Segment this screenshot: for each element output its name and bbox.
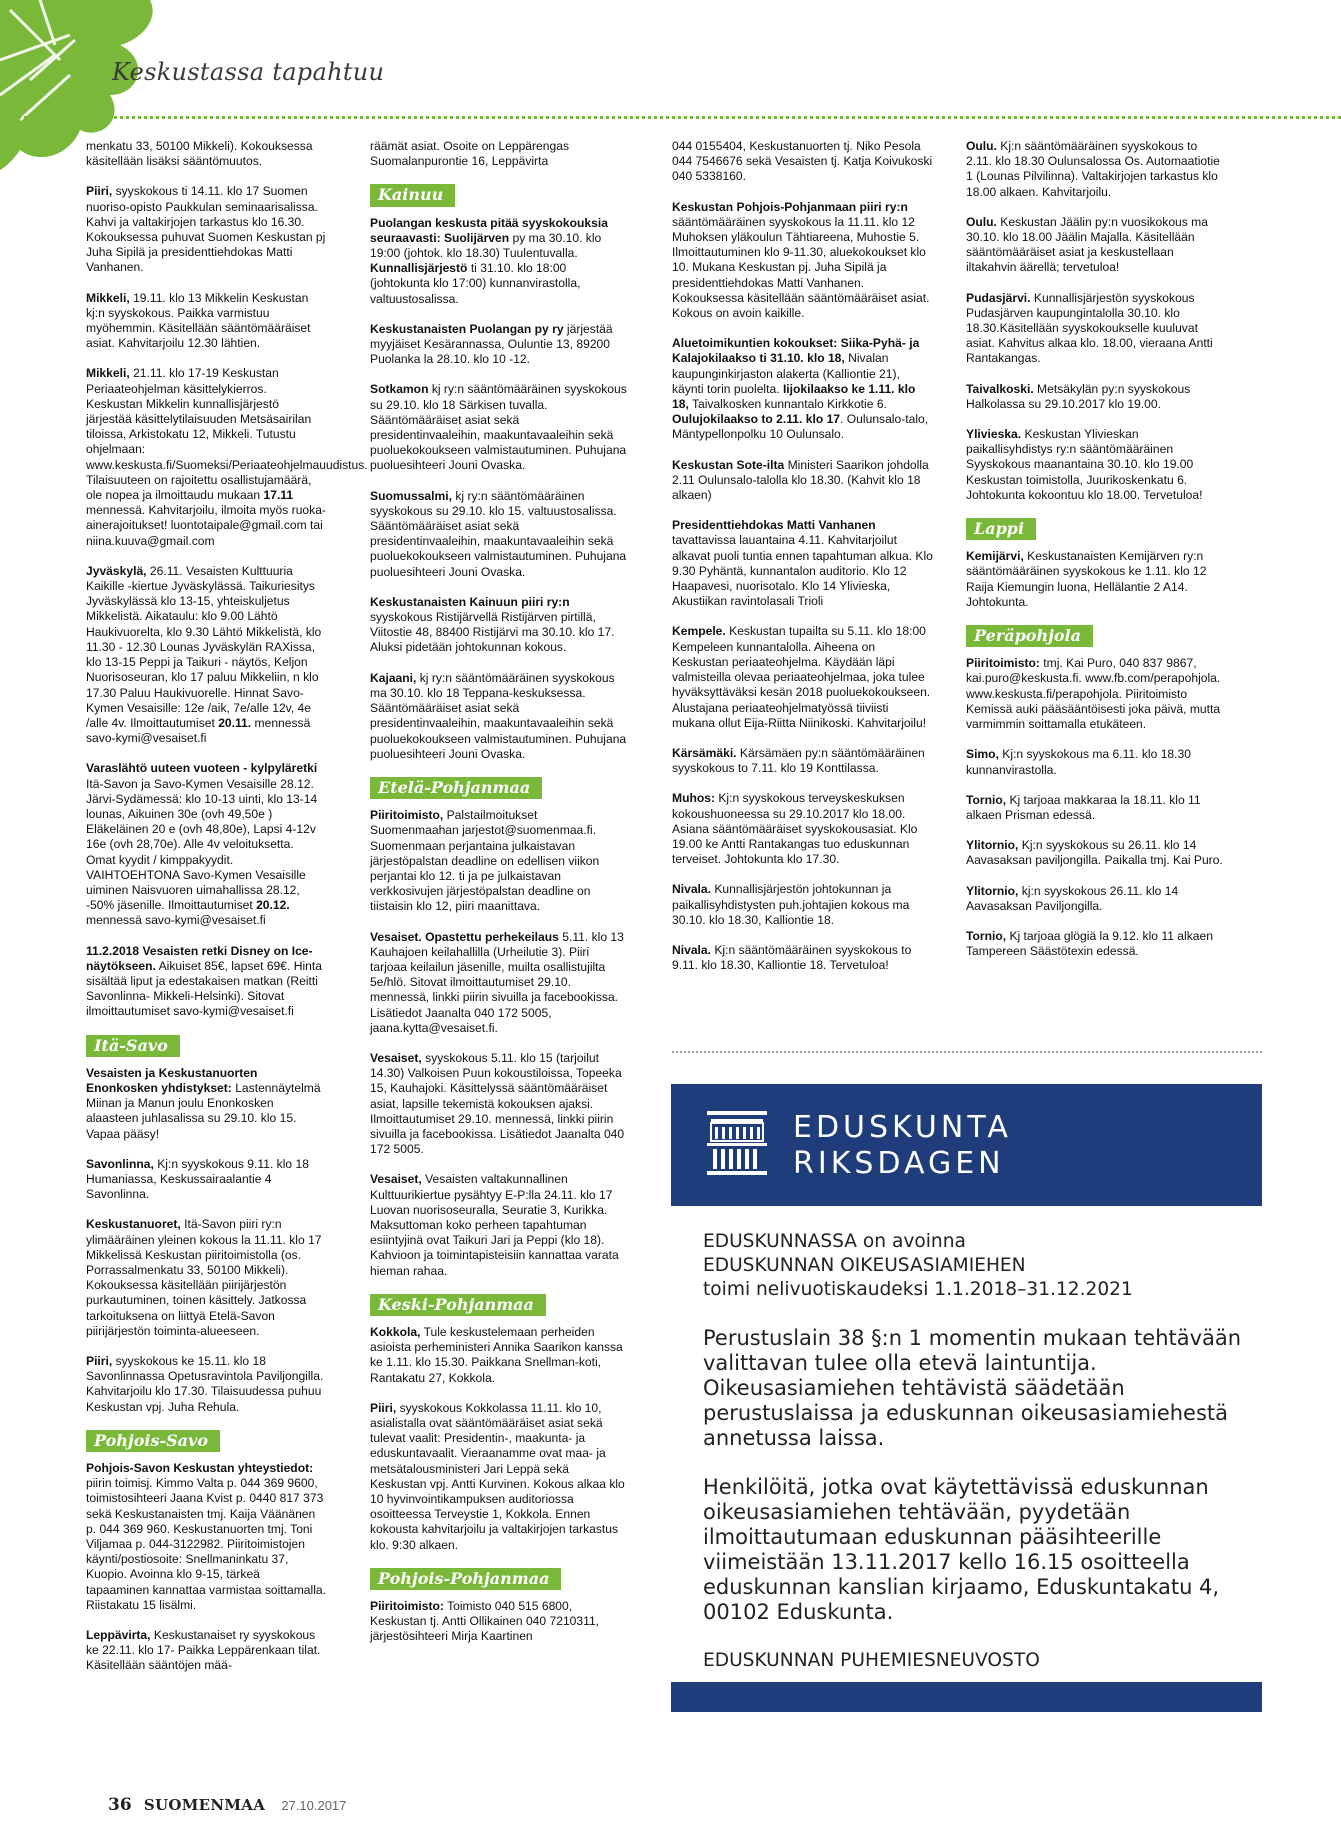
announcement: Sotkamon kj ry:n sääntömääräinen syyskokous su 29.10. klo 18 Särkisen tuvalla. Sääntömääräiset asiat sekä presidentinvaaleihin, maakuntavaaleihin sekä puoluekokoukseen valmistautuminen. Puhujana puoluesihteeri Jouni Ovaska. [370, 382, 627, 473]
ad-intro: EDUSKUNNASSA on avoinna EDUSKUNNAN OIKEUSASIAMIEHEN toimi nelivuotiskaudeksi 1.1.2018–31.12.2021 [703, 1231, 1133, 1300]
announcement: Leppävirta, Keskustanaiset ry syyskokous ke 22.11. klo 17- Paikka Leppärenkaan tilat. Käsitellään sääntöjen mää- [86, 1628, 321, 1673]
announcement: Kokkola, Tule keskustelemaan perheiden asioista perheministeri Annika Saarikon kanssa ke 1.11. klo 15.30. Paikkana Snellman-koti, Rantakatu 27, Kokkola. [370, 1325, 623, 1385]
announcement: Ylivieska. Keskustan Ylivieskan paikallisyhdistys ry:n sääntömääräinen Syyskokous maanantaina 30.10. klo 19.00 Keskustan toimistolla, Juurikoskenkatu 6. Johtokunta kokoontuu klo 18.00. Tervetuloa! [966, 427, 1203, 502]
ad-signature: EDUSKUNNAN PUHEMIESNEUVOSTO [703, 1650, 1040, 1671]
region-heading: Pohjois-Pohjanmaa [370, 1568, 561, 1590]
announcement: Nivala. Kj:n sääntömääräinen syyskokous to 9.11. klo 18.30, Kalliontie 18. Tervetuloa! [672, 942, 912, 973]
announcement: 11.2.2018 Vesaisten retki Disney on Ice- näytökseen. Aikuiset 85€, lapset 69€. Hinta sisältää liput ja edestakaisen matkan (Reitti Savonlinna- Mikkeli-Helsinki). Sitovat ilmoittautumiset savo-kymi@vesaiset.fi [86, 943, 322, 1019]
announcement: Piiri, syyskokous Kokkolassa 11.11. klo 10, asialistalla ovat sääntömääräiset asiat sekä tulevat vaalit: Presidentin-, maakunta- ja eduskuntavaalit. Vieraanamme ovat maa- ja metsätalousministeri Jari Leppä sekä Keskustan vpj. Antti Kurvinen. Kokous alkaa klo 10 hyvinvointikampuksen auditoriossa osoitteessa Terveystie 1, Kokkola. Ennen kokousta kahvitarjoilu ja valtakirjojen tarkastus klo. 9:30 alkaen. [370, 1400, 625, 1552]
ad-body-text [703, 1230, 1263, 1697]
eduskunta-logo-text: EDUSKUNTA RIKSDAGEN [793, 1110, 1012, 1181]
announcement: Aluetoimikuntien kokoukset: Siika-Pyhä- ja Kalajokilaakso ti 31.10. klo 18, Nivalan kaupunginkirjaston alakerta (Kalliontie 21), käynti torin puolelta. Iijokilaakso ke 1.11. klo 18, Taivalkosken kunnantalo Kirkkotie 6. Oulujokilaakso to 2.11. klo 17. Oulunsalo-talo, Mäntypellonpolku 10 Oulunsalo. [672, 336, 929, 442]
announcement: Muhos: Kj:n syyskokous terveyskeskuksen kokoushuoneessa su 29.10.2017 klo 18.00. Asiana sääntömääräiset syyskokousasiat. Klo 19.00 ke Antti Rantakangas tuo eduskunnan terveiset. Johtokunta klo 17.30. [672, 791, 918, 867]
announcement: 044 0155404, Keskustanuorten tj. Niko Pesola 044 7546676 sekä Vesaisten tj. Katja Koivukoski 040 5338160. [672, 139, 933, 184]
announcement: Taivalkoski. Metsäkylän py:n syyskokous Halkolassa su 29.10.2017 klo 19.00. [966, 381, 1191, 411]
column-2 [370, 139, 628, 1660]
region-heading: Pohjois-Savo [86, 1430, 220, 1452]
magazine-name: SUOMENMAA [143, 1796, 266, 1814]
announcement: räämät asiat. Osoite on Leppärengas Suomalanpurontie 16, Leppävirta [370, 139, 569, 169]
announcement: Oulu. Keskustan Jäälin py:n vuosikokous ma 30.10. klo 18.00 Jäälin Majalla. Käsitellään sääntömääräiset asiat ja keskustellaan iltakahvin äärellä; tervetuloa! [966, 214, 1208, 275]
ad-separator [672, 1051, 1262, 1053]
announcement: Piiritoimisto: tmj. Kai Puro, 040 837 9867, kai.puro@keskusta.fi. www.fb.com/perapohjola. www.keskusta.fi/perapohjola. Piiritoimisto Kemissä auki pääsääntöisesti joka päivä, mutta varmimmin soittamalla etukäteen. [966, 656, 1221, 732]
announcement: Keskustan Pohjois-Pohjanmaan piiri ry:n sääntömääräinen syyskokous la 11.11. klo 12 Muhoksen yläkoulun Tähtiareena, Muhostie 5. Ilmoittautuminen klo 9-11.30, aluekokoukset klo 10. Mukana Keskustan pj. Juha Sipilä ja presidenttiehdokas Matti Vanhanen. Kokouksessa käsitellään sääntömääräiset asiat. Kokous on avoin kaikille. [672, 199, 930, 321]
announcement: Piiri, syyskokous ke 15.11. klo 18 Savonlinnassa Opetusravintola Paviljongilla. Kahvitarjoilu klo 17.30. Tilaisuudessa puhuu Keskustan vpj. Juha Rehula. [86, 1354, 324, 1414]
announcement: Keskustan Sote-ilta Ministeri Saarikon johdolla 2.11 Oulunsalo-talolla klo 18.30. (Kahvit klo 18 alkaen) [672, 457, 929, 503]
section-header-title: Keskustassa tapahtuu [112, 58, 385, 86]
announcement: Jyväskylä, 26.11. Vesaisten Kulttuuria Kaikille -kiertue Jyväskylässä. Taikuriesitys Jyväskylässä klo 13-15, yhteiskuljetus Mikkelistä. Aikataulu: klo 9.00 Lähtö Haukivuorelta, klo 9.30 Lähtö Mikkelistä, klo 11.30 - 12.30 Lounas Jyväskylän RAXissa, klo 13-15 Peppi ja Taikuri - näytös, Keljon Nuorisoseuran, klo 17 paluu Mikkeliin, n klo 17.30 Paluu Haukivuorelle. Hinnat Savo-Kymen Vesaisille: 12e /aik, 7e/alle 12v, 4e /alle 4v. Ilmoittautumiset 20.11. mennessä savo-kymi@vesaiset.fi [86, 563, 322, 746]
announcement: Vesaiset, Vesaisten valtakunnallinen Kulttuurikiertue pysähtyy E-P:lla 24.11. klo 17 Luovan nuorisoseuralla, Seuratie 3, Kurikka. Maksuttoman koko perheen tapahtuman esiintyjinä ovat Taikuri Jari ja Peppi (klo 18). Kahvioon ja toimintapisteisiin kannattaa varata hieman rahaa. [370, 1172, 619, 1278]
eduskunta-banner [671, 1084, 1262, 1206]
announcement: Keskustanaisten Puolangan py ry järjestää myyjäiset Kesärannassa, Ouluntie 13, 89200 Puolanka la 28.10. klo 10 -12. [370, 321, 613, 367]
ad-paragraph: Henkilöitä, jotka ovat käytettävissä eduskunnan oikeusasiamiehen tehtävään, pyydetään ilmoittautumaan eduskunnan pääsihteerille viimeistään 13.11.2017 kello 16.15 osoitteella eduskunnan kanslian kirjaamo, Eduskuntakatu 4, 00102 Eduskunta. [703, 1475, 1220, 1624]
announcement: Vesaisten ja Keskustanuorten Enonkosken yhdistykset: Lastennäytelmä Miinan ja Manun joulu Enonkosken alaasteen juhlasalissa su 29.10. klo 15. Vapaa pääsy! [86, 1065, 321, 1141]
announcement: Vesaiset. Opastettu perhekeilaus 5.11. klo 13 Kauhajoen keilahallilla (Urheilutie 3). Piiri tarjoaa keilailun jäsenille, muilta osallistujilta 5e/hlö. Sitovat ilmoittautumiset 29.10. mennessä, linkki piirin sivuilla ja facebookissa. Lisätiedot Jaanalta 040 172 5005, jaana.kytta@vesaiset.fi. [370, 929, 624, 1035]
announcement: menkatu 33, 50100 Mikkeli). Kokouksessa käsitellään lisäksi sääntömuutos. [86, 139, 313, 169]
announcement: Ylitornio, kj:n syyskokous 26.11. klo 14 Aavasaksan Paviljongilla. [966, 883, 1179, 913]
region-heading: Kainuu [370, 184, 455, 206]
region-heading: Lappi [966, 518, 1036, 540]
announcement: Suomussalmi, kj ry:n sääntömääräinen syyskokous su 29.10. klo 15. valtuustosalissa. Sääntömääräiset asiat sekä presidentinvaaleihin, maakuntavaaleihin sekä puoluekokoukseen valmistautuminen. Puhujana puoluesihteeri Jouni Ovaska. [370, 488, 627, 579]
column-3 [672, 139, 934, 988]
announcement: Vesaiset, syyskokous 5.11. klo 15 (tarjoilut 14.30) Valkoisen Puun kokoustiloissa, Topeeka 15, Kauhajoki. Käsittelyssä sääntömääräiset asiat, lapsille tekemistä kokouksen ajaksi. Ilmoittautumiset 29.10. mennessä, linkki piirin sivuilla ja facebookissa. Lisätiedot Jaanalta 040 172 5005. [370, 1050, 625, 1157]
announcement: Kemijärvi, Keskustanaisten Kemijärven ry:n sääntömääräinen syyskokous ke 1.11. klo 12 Raija Kiemungin luona, Hellälantie 2 A14. Johtokunta. [966, 549, 1207, 609]
announcement: Keskustanuoret, Itä-Savon piiri ry:n ylimääräinen yleinen kokous la 11.11. klo 17 Mikkelissä Keskustan piiritoimistolla (os. Porrassalmenkatu 33, 50100 Mikkeli). Kokouksessa käsitellään piirijärjestön purkautuminen, toinen käsittely. Jatkossa tarkoituksena on liittyä Etelä-Savon piirijärjestön toiminta-alueeseen. [86, 1217, 322, 1338]
region-heading: Etelä-Pohjanmaa [370, 777, 542, 799]
announcement: Tornio, Kj tarjoaa glögiä la 9.12. klo 11 alkaen Tampereen Säästötexin edessä. [966, 928, 1213, 959]
announcement: Keskustanaisten Kainuun piiri ry:n syyskokous Ristijärvellä Ristijärven pirtillä, Viitostie 48, 88400 Ristijärvi ma 30.10. klo 17. Aluksi pidetään johtokunnan kokous. [370, 594, 615, 655]
page-footer [108, 1795, 346, 1815]
announcement: Piiri, syyskokous ti 14.11. klo 17 Suomen nuoriso-opisto Paukkulan seminaarisalissa. Kahvi ja valtakirjojen tarkastus klo 16.30. Kokouksessa puhuvat Suomen Keskustan pj Juha Sipilä ja presidenttiehdokas Matti Vanhanen. [86, 184, 326, 275]
announcement: Kajaani, kj ry:n sääntömääräinen syyskokous ma 30.10. klo 18 Teppana-keskuksessa. Sääntömääräiset asiat sekä presidentinvaaleihin, maakuntavaaleihin sekä puoluekokoukseen valmistautuminen. Puhujana puoluesihteeri Jouni Ovaska. [370, 670, 627, 761]
region-heading: Peräpohjola [966, 625, 1093, 647]
announcement: Pudasjärvi. Kunnallisjärjestön syyskokous Pudasjärven kaupungintalolla 30.10. klo 18.30.Käsitellään syyskokoukselle kuuluvat asiat. Kahvitus alkaa klo. 18.00, vieraana Antti Rantakangas. [966, 290, 1213, 366]
region-heading: Itä-Savo [86, 1035, 180, 1057]
announcement: Varaslähtö uuteen vuoteen - kylpyläretki Itä-Savon ja Savo-Kymen Vesaisille 28.12. Järvi-Sydämessä: klo 10-13 uinti, klo 13-14 lounas, Aikuinen 30e (ovh 49,50e ) Eläkeläinen 20 e (ovh 48,80e), Lapsi 4-12v 16e (ovh 28,70e). Alle 4v veloituksetta. Omat kyydit / kimppakyydit. VAIHTOEHTONA Savo-Kymen Vesaisille uiminen Naisvuoren uimahallissa 28.12, -50% jäsenille. Ilmoittautumiset 20.12. mennessä savo-kymi@vesaiset.fi [86, 761, 318, 928]
announcement: Pohjois-Savon Keskustan yhteystiedot: piirin toimisj. Kimmo Valta p. 044 369 9600, toimistosihteeri Jaana Kvist p. 0440 817 373 sekä Keskustanaisten tmj. Kaija Väänänen p. 044 369 960. Keskustanuorten tmj. Toni Viljamaa p. 044-3122982. Piiritoimistojen käynti/postiosoite: Snellmaninkatu 37, Kuopio. Avoinna klo 9-15, tärkeä tapaaminen kannattaa varmistaa soittamalla. Riistakatu 15 lisälmi. [86, 1461, 326, 1612]
parliament-building-icon [707, 1111, 767, 1175]
announcement: Mikkeli, 21.11. klo 17-19 Keskustan Periaateohjelman käsittelykierros. Keskustan Mikkelin kunnallisjärjestö järjestää käsittelytilaisuuden Metsäsairilan tiloissa, Arkistokatu 12, Mikkeli. Tutustu ohjelmaan: www.keskusta.fi/Suomeksi/Periaateohjelmauudistus. Tilaisuuteen on rajoitettu osallistujamäärä, ole nopea ja ilmoittaudu mukaan 17.11 mennessä. Kahvitarjoilu, ilmoita myös ruoka-ainerajoitukset! luontotaipale@gmail.com tai niina.kuuva@gmail.com [86, 366, 368, 548]
announcement: Presidenttiehdokas Matti Vanhanen tavattavissa lauantaina 4.11. Kahvitarjoilut alkavat puoli tuntia ennen tapahtuman alkua. Klo 9.30 Pyhäntä, kunnantalon auditorio. Klo 12 Haapavesi, nuorisotalo. Klo 14 Ylivieska, Akustiikan ravintolasali Trioli [672, 518, 933, 609]
ad-paragraph: Perustuslain 38 §:n 1 momentin mukaan tehtävään valittavan tulee olla etevä laintuntija. Oikeusasiamiehen tehtävistä säädetään perustuslaissa ja eduskunnan oikeusasiamiehestä annetussa laissa. [703, 1326, 1242, 1450]
region-heading: Keski-Pohjanmaa [370, 1294, 546, 1316]
announcement: Piiritoimisto, Palstailmoitukset Suomenmaahan jarjestot@suomenmaa.fi. Suomenmaan perjantaina julkaistavan järjestöpalstan deadline on edellisen viikon perjantai klo 12. ti ja pe julkaistavan verkkosivujen järjestöpalstan deadline on tiistaisin klo 12, piiri maanittava. [370, 808, 600, 914]
announcement: Kempele. Keskustan tupailta su 5.11. klo 18:00 Kempeleen kunnantalolla. Aiheena on Keskustan periaateohjelma. Käydään läpi valmisteilla olevaa periaateohjelmaa, joka tulee hyväksyttäväksi kesän 2018 puoluekokoukseen. Alustajana periaateohjelmatyössä tiiviisti mukana ollut Eija-Riitta Niinikoski. Kahvitarjoilu! [672, 624, 931, 730]
announcement: Tornio, Kj tarjoaa makkaraa la 18.11. klo 11 alkaen Prisman edessä. [966, 792, 1201, 822]
announcement: Kärsämäki. Kärsämäen py:n sääntömääräinen syyskokous to 7.11. klo 19 Konttilassa. [672, 745, 925, 776]
announcement: Nivala. Kunnallisjärjestön johtokunnan ja paikallisyhdistysten puh.johtajien kokous ma 30.10. klo 18.30, Kalliontie 18. [672, 882, 910, 927]
announcement: Oulu. Kj:n sääntömääräinen syyskokous to 2.11. klo 18.30 Oulunsalossa Os. Automaatiotie 1 (Lounas Pilvilinna). Valtakirjojen tarkastus klo 18.00 alkaen. Kahvitarjoilu. [966, 139, 1220, 199]
announcement: Savonlinna, Kj:n syyskokous 9.11. klo 18 Humaniassa, Keskussairaalantie 4 Savonlinna. [86, 1156, 309, 1202]
header-divider [0, 116, 1341, 121]
announcement: Piiritoimisto: Toimisto 040 515 6800, Keskustan tj. Antti Ollikainen 040 7210311, järjestösihteeri Mirja Kaartinen [370, 1599, 600, 1644]
column-4 [966, 139, 1224, 974]
announcement: Puolangan keskusta pitää syyskokouksia seuraavasti: Suolijärven py ma 30.10. klo 19:00 (johtok. klo 18.30) Tuulentuvalla. Kunnallisjärjestö ti 31.10. klo 18:00 (johtokunta klo 17:00) kunnanvirastolla, valtuustosalissa. [370, 215, 608, 306]
announcement: Mikkeli, 19.11. klo 13 Mikkelin Keskustan kj:n syyskokous. Paikka varmistuu myöhemmin. Käsitellään sääntömääräiset asiat. Kahvitarjoilu 12.30 lähtien. [86, 290, 311, 351]
page-number: 36 [108, 1795, 132, 1815]
column-1 [86, 139, 368, 1689]
ad-bottom-bar [671, 1682, 1262, 1712]
issue-date: 27.10.2017 [281, 1798, 347, 1813]
announcement: Simo, Kj:n syyskokous ma 6.11. klo 18.30 kunnanvirastolla. [966, 747, 1191, 777]
announcement: Ylitornio, Kj:n syyskokous su 26.11. klo 14 Aavasaksan paviljongilla. Paikalla tmj. Kai Puro. [966, 838, 1223, 868]
